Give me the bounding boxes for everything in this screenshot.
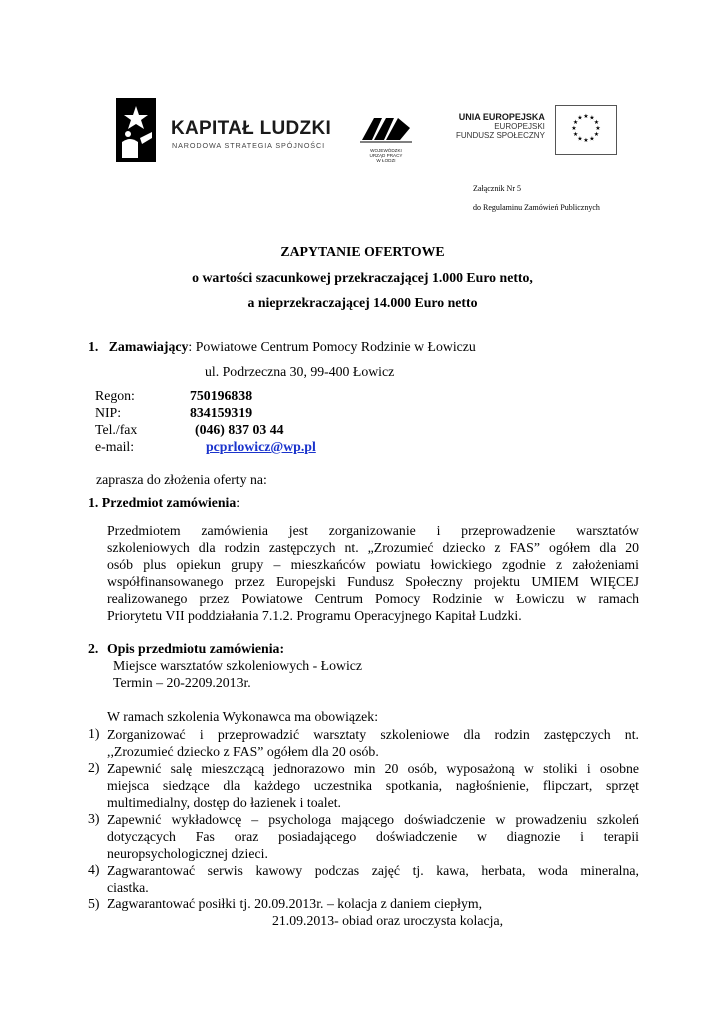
svg-text:★: ★ <box>583 113 589 120</box>
list-item-number: 1) <box>88 726 100 741</box>
email-link[interactable]: pcprlowicz@wp.pl <box>206 439 316 454</box>
page-title: ZAPYTANIE OFERTOWE <box>280 244 445 259</box>
svg-text:★: ★ <box>589 114 595 122</box>
list-item <box>107 726 639 760</box>
svg-text:★: ★ <box>595 125 601 132</box>
section2-number: 2. <box>88 641 99 656</box>
svg-text:★: ★ <box>577 114 583 122</box>
email-label: e-mail: <box>95 439 135 454</box>
list-item <box>107 862 639 896</box>
svg-text:★: ★ <box>572 131 579 138</box>
list-item-line: Zagwarantować serwis kawowy podczas zajęć tj. kawa, herbata, woda mineralna, <box>107 863 639 878</box>
kapital-ludzki-title: KAPITAŁ LUDZKI <box>171 118 332 139</box>
svg-text:★: ★ <box>589 135 595 143</box>
nip-label: NIP: <box>95 405 122 420</box>
list-item-number: 2) <box>88 760 100 775</box>
kapital-ludzki-icon <box>116 98 156 162</box>
title-line3: a nieprzekraczającej 14.000 Euro netto <box>247 295 478 310</box>
list-item-line: dotyczących Fas oraz posiadającego doświadczenie w diagnozie i terapii <box>107 829 639 844</box>
wup-text-line3: W ŁODZI <box>376 158 396 163</box>
list-item-line: Zapewnić salę mieszczącą jednorazowo min 20 osób, wyposażoną w stoliki i osobne <box>107 761 639 776</box>
subject-heading <box>88 495 240 511</box>
subject-heading-colon: : <box>236 495 241 510</box>
training-term: Termin – 20-2209.2013r. <box>113 675 251 690</box>
phone-label: Tel./fax <box>95 422 138 437</box>
list-item-number: 4) <box>88 862 100 877</box>
list-item-line: Zapewnić wykładowcę – psychologa mającego doświadczenie w prowadzeniu szkoleń <box>107 812 639 827</box>
attachment-number: Załącznik Nr 5 <box>473 184 521 193</box>
subject-line: Przedmiotem zamówienia jest zorganizowanie i przeprowadzenie warsztatów <box>107 523 639 538</box>
eu-flag-icon <box>555 105 617 155</box>
svg-text:★: ★ <box>593 131 600 138</box>
ordering-party <box>88 339 476 355</box>
wup-icon <box>360 110 412 146</box>
list-item-line: multimedialny, dostęp do łazienek i toalet. <box>107 795 341 810</box>
subject-line: osób plus opiekun grupy – mieszkańców powiatu łowickiego zgodnie z założeniami <box>107 557 639 572</box>
list-item-line: miejsca siedzące dla każdego uczestnika spotkania, nagłośnienie, flipczart, sprzęt <box>107 778 639 793</box>
training-place: Miejsce warsztatów szkoleniowych - Łowicz <box>113 658 363 673</box>
invitation-text: zaprasza do złożenia oferty na: <box>96 472 267 487</box>
phone-value: (046) 837 03 44 <box>195 422 284 437</box>
list-item-line: Zagwarantować posiłki tj. 20.09.2013r. – kolacja z daniem ciepłym, <box>107 896 483 911</box>
obligations-intro: W ramach szkolenia Wykonawca ma obowiązek: <box>107 709 379 724</box>
svg-text:★: ★ <box>593 119 600 126</box>
list-item <box>107 760 639 811</box>
list-item-line: ciastka. <box>107 880 149 895</box>
svg-text:★: ★ <box>572 119 579 126</box>
ordering-party-address: ul. Podrzeczna 30, 99-400 Łowicz <box>205 364 395 379</box>
regon-value: 750196838 <box>190 388 253 403</box>
subject-line: współfinansowanego przez Europejski Fundusz Społeczny projektu UMIEM WIĘCEJ <box>107 574 639 589</box>
list-item-number: 5) <box>88 896 100 911</box>
eu-title: UNIA EUROPEJSKA <box>458 112 545 122</box>
nip-value: 834159319 <box>190 405 253 420</box>
ordering-party-name: : Powiatowe Centrum Pomocy Rodzinie w Łowiczu <box>188 339 476 354</box>
svg-text:★: ★ <box>571 125 577 132</box>
ordering-party-number: 1. <box>88 339 99 354</box>
list-item-line: Zorganizować i przeprowadzić warsztaty szkoleniowe dla rodzin zastępczych nt. <box>107 727 639 742</box>
section2-heading: Opis przedmiotu zamówienia: <box>107 641 285 656</box>
wup-text-line1: WOJEWÓDZKI <box>370 148 402 153</box>
ordering-party-label: Zamawiający <box>108 339 189 354</box>
subject-heading-text: 1. Przedmiot zamówienia <box>88 495 237 510</box>
svg-text:★: ★ <box>583 137 589 144</box>
attachment-regulation: do Regulaminu Zamówień Publicznych <box>473 203 600 212</box>
kapital-ludzki-subtitle: NARODOWA STRATEGIA SPÓJNOŚCI <box>172 141 325 150</box>
wup-text-line2: URZĄD PRACY <box>369 153 403 158</box>
eu-text-block <box>456 112 545 140</box>
subject-paragraph <box>107 522 639 624</box>
eu-line1: EUROPEJSKI <box>494 122 545 131</box>
list-item-line: neuropsychologicznej dzieci. <box>107 846 268 861</box>
eu-line2: FUNDUSZ SPOŁECZNY <box>456 131 545 140</box>
list-item <box>107 811 639 862</box>
subject-line: szkoleniowych dla rodzin zastępczych nt. „Zrozumieć dziecko z FAS” ogółem dla 20 <box>107 540 639 555</box>
list-item-continuation: 21.09.2013- obiad oraz uroczysta kolacja, <box>272 913 504 928</box>
list-item-line: ,,Zrozumieć dziecko z FAS” ogółem dla 20 osób. <box>107 744 379 759</box>
svg-text:★: ★ <box>577 135 583 143</box>
subject-line: Priorytetu VII poddziałania 7.1.2. Programu Operacyjnego Kapitał Ludzki. <box>107 608 522 623</box>
subject-line: realizowanego przez Powiatowe Centrum Pomocy Rodzinie w Łowiczu w ramach <box>107 591 639 606</box>
title-line2: o wartości szacunkowej przekraczającej 1.000 Euro netto, <box>192 270 533 285</box>
regon-label: Regon: <box>95 388 135 403</box>
list-item-number: 3) <box>88 811 100 826</box>
